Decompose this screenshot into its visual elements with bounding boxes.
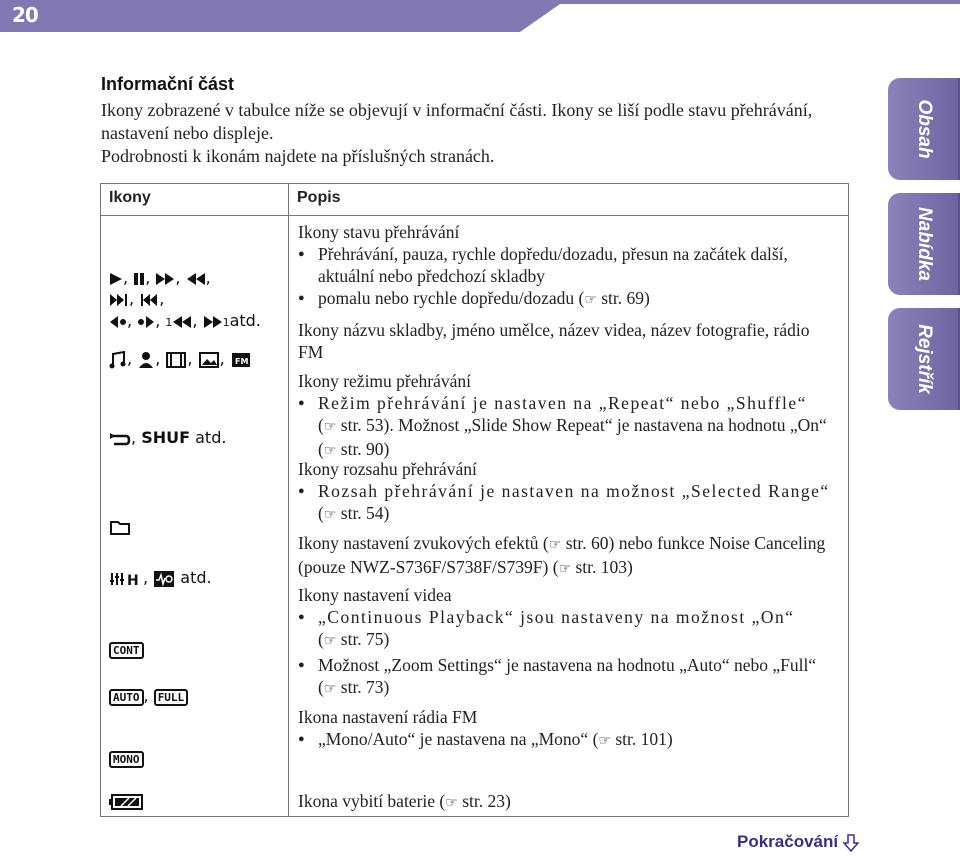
video-bullet-1: ● „Continuous Playback“ jsou nastaveny na možnost „On“ (☞ str. 75) <box>298 606 838 652</box>
page-number: 20 <box>12 3 38 27</box>
column-header-description: Popis <box>289 184 849 216</box>
noise-canceling-icon <box>153 570 175 588</box>
zoom-full-icon: FULL <box>154 689 189 706</box>
step-forward-icon <box>203 315 223 329</box>
play-range-bullet: ● Rozsah přehrávání je nastaven na možnost „Selected Range“ (☞ str. 54) <box>298 480 838 526</box>
reference-icon: ☞ <box>584 292 597 308</box>
repeat-icon <box>109 432 131 446</box>
row-sound-effects: Ikony nastavení zvukových efektů (☞ str. 60) nebo funkce Noise Canceling (pouze NWZ-S736F/S738F/S739F) (☞ str. 103) <box>298 533 826 577</box>
reference-icon: ☞ <box>548 537 562 553</box>
video-icon <box>165 351 187 369</box>
step-rewind-icon <box>172 315 192 329</box>
icon-table <box>100 183 849 817</box>
intro-text <box>101 99 841 168</box>
row-battery: Ikona vybití baterie (☞ str. 23) <box>298 791 511 811</box>
sound-effect-icons: H , atd. <box>109 568 212 588</box>
fm-bullet: ● „Mono/Auto“ je nastavena na „Mono“ (☞ str. 101) <box>298 728 838 752</box>
play-mode-bullet: ● Režim přehrávání je nastaven na „Repeat“ nebo „Shuffle“ (☞ str. 53). Možnost „Slide Show Repeat“ je nastavena na hodnotu „On“ (☞ str. 90) <box>298 392 838 462</box>
reference-icon: ☞ <box>323 443 337 459</box>
row-title-icons: Ikony názvu skladby, jméno umělce, název videa, název fotografie, rádio FM <box>298 320 810 362</box>
reference-icon: ☞ <box>323 681 337 697</box>
video-setting-icons-2: AUTO , FULL <box>109 686 188 706</box>
playback-icons-line-1: , , , , <box>109 268 211 287</box>
photo-icon <box>198 351 220 369</box>
playback-bullet-2: ● pomalu nebo rychle dopředu/dozadu (☞ str. 69) <box>298 287 838 311</box>
mono-icon: MONO <box>109 751 144 768</box>
continuous-playback-icon: CONT <box>109 642 144 659</box>
rewind-icon <box>186 272 206 286</box>
arrow-down-outline-icon <box>843 834 859 852</box>
svg-text:FM: FM <box>234 356 249 366</box>
reference-icon: ☞ <box>323 419 337 435</box>
title-icons: , , , , FM <box>109 349 252 369</box>
play-mode-icons: , SHUF atd. <box>109 428 226 447</box>
row-playback-status: Ikony stavu přehrávání ● Přehrávání, pauza, rychle dopředu/dozadu, přesun na začátek další, aktuální nebo předchozí skladby ● pomalu nebo rychle dopředu/dozadu (☞ str. 69) <box>298 221 838 311</box>
artist-icon <box>137 351 155 369</box>
reference-icon: ☞ <box>323 633 337 649</box>
row-video-settings: Ikony nastavení videa ● „Continuous Playback“ jsou nastaveny na možnost „On“ (☞ str. 75) ● Možnost „Zoom Settings“ je nastavena na hodnotu „Auto“ nebo „Full“ (☞ str. 73) <box>298 584 838 700</box>
battery-icon <box>109 794 143 810</box>
shuffle-icon: SHUF <box>141 428 191 447</box>
equalizer-icon <box>109 571 143 587</box>
row-play-range: Ikony rozsahu přehrávání ● Rozsah přehrávání je nastaven na možnost „Selected Range“ (☞ str. 54) <box>298 458 838 526</box>
page-header-band <box>0 0 960 32</box>
section-heading: Informační část <box>101 74 235 94</box>
next-track-icon <box>109 293 129 307</box>
row-fm-settings: Ikona nastavení rádia FM ● „Mono/Auto“ je nastavena na „Mono“ (☞ str. 101) <box>298 706 838 752</box>
fm-radio-icon <box>230 351 252 369</box>
intro-paragraph-2: Podrobnosti k ikonám najdete na příslušných stranách. <box>101 146 495 166</box>
reference-icon: ☞ <box>598 733 611 749</box>
zoom-auto-icon: AUTO <box>109 689 144 706</box>
play-icon <box>109 272 123 286</box>
slow-forward-icon <box>137 315 155 329</box>
video-bullet-2: ● Možnost „Zoom Settings“ je nastavena na hodnotu „Auto“ nebo „Full“ (☞ str. 73) <box>298 654 838 700</box>
tab-obsah[interactable]: Obsah <box>888 78 960 180</box>
row-play-mode: Ikony režimu přehrávání ● Režim přehrávání je nastaven na „Repeat“ nebo „Shuffle“ (☞ str. 53). Možnost „Slide Show Repeat“ je nastavena na hodnotu „On“ (☞ str. 90) <box>298 370 838 462</box>
video-setting-icons-1 <box>109 639 144 659</box>
folder-icon <box>109 518 131 536</box>
previous-track-icon <box>139 293 159 307</box>
fm-setting-icon-wrap <box>109 748 144 768</box>
range-icon-wrap <box>109 516 131 536</box>
column-header-icons: Ikony <box>101 184 289 216</box>
fast-forward-icon <box>155 272 175 286</box>
svg-text:H: H <box>127 572 139 587</box>
playback-bullet-1: ● Přehrávání, pauza, rychle dopředu/dozadu, přesun na začátek další, aktuální nebo předchozí skladby <box>298 243 838 287</box>
intro-paragraph-1: Ikony zobrazené v tabulce níže se objevují v informační části. Ikony se liší podle stavu přehrávání, nastavení nebo displeje. <box>101 100 813 143</box>
pause-icon <box>133 272 145 286</box>
tab-nabidka[interactable]: Nabídka <box>888 193 960 295</box>
music-note-icon <box>109 351 127 369</box>
description-column <box>289 216 849 817</box>
reference-icon: ☞ <box>558 561 572 577</box>
reference-icon: ☞ <box>323 507 337 523</box>
playback-icons-line-3: , , 1 , 1atd. <box>109 311 261 330</box>
reference-icon: ☞ <box>445 795 458 811</box>
continue-link[interactable]: Pokračování <box>737 832 859 852</box>
tab-rejstrik[interactable]: Rejstřík <box>888 308 960 410</box>
battery-icon-wrap <box>109 791 143 810</box>
icon-column <box>101 216 289 817</box>
playback-icons-line-2: , , <box>109 289 164 308</box>
slow-rewind-icon <box>109 315 127 329</box>
